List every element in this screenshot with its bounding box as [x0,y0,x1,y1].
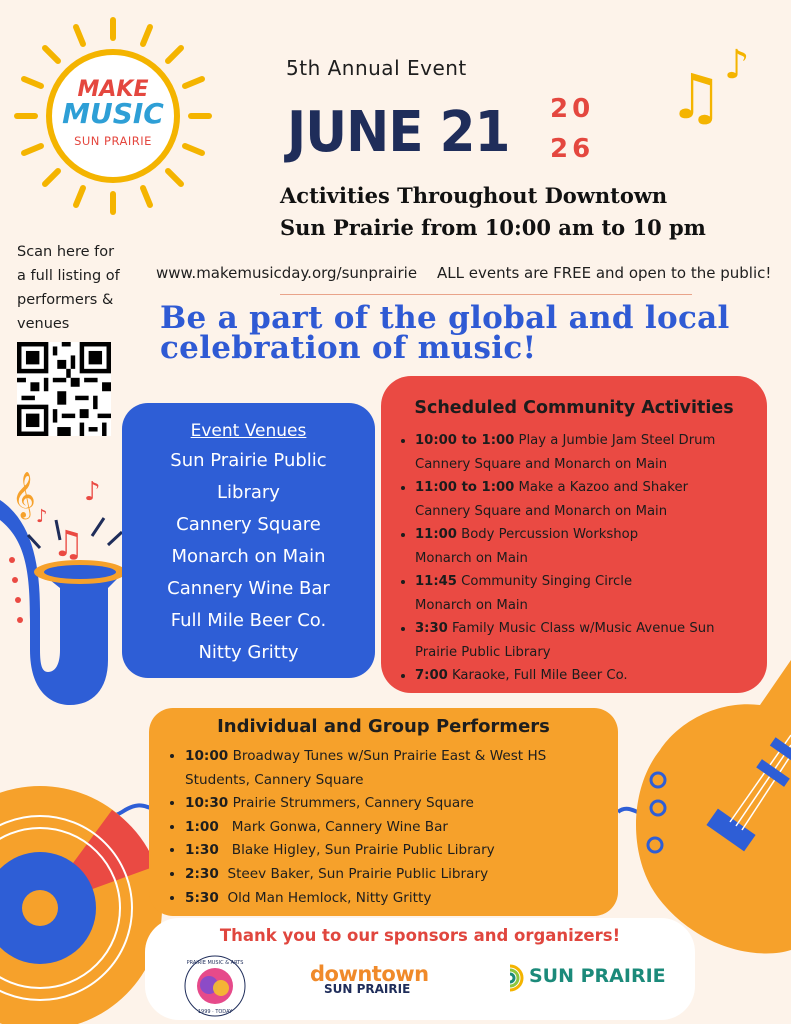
downtown-sub: SUN PRAIRIE [324,982,411,996]
event-date: JUNE 21 [287,100,510,165]
sponsors-thanks: Thank you to our sponsors and organizers! [219,926,621,945]
list-item [185,816,635,840]
music-notes-right-icon [668,42,750,133]
activity-text: Community Singing Circle [456,574,633,589]
tagline-line-1: Be a part of the global and local [160,300,730,336]
website-link[interactable]: www.makemusicday.org/sunprairie [156,264,418,282]
activities-line-1: Activities Throughout Downtown [280,183,668,208]
activity-text: Family Music Class w/Music Avenue Sun [447,621,715,636]
performers-panel [149,708,618,916]
scan-line: a full listing of [17,268,120,284]
pma-year-text: 1999 · TODAY [197,1009,233,1015]
make-music-logo [48,77,178,148]
activity-time: 3:30 [415,621,448,636]
svg-text:𝄞: 𝄞 [12,472,36,518]
activities-headline [280,180,706,244]
list-item [185,745,635,792]
performers-title: Individual and Group Performers [217,716,550,737]
venue-item: Sun Prairie Public [170,450,327,471]
year-top: 20 [550,94,595,124]
performer-text: Broadway Tunes w/Sun Prairie East & West HS [228,748,547,764]
svg-text:♪: ♪ [724,42,750,88]
activity-time: 11:00 [415,527,457,542]
list-item [415,570,775,617]
svg-text:♫: ♫ [668,60,724,133]
downtown-sun-prairie-logo[interactable] [310,962,429,996]
pma-ring-text: PRAIRIE MUSIC & ARTS [186,960,244,966]
venue-item: Cannery Square [176,514,321,535]
list-item [185,792,635,816]
list-item [185,839,635,863]
downtown-word: downtown [310,962,429,986]
venue-item: Library [217,482,280,503]
activity-time: 10:00 to 1:00 [415,433,515,448]
activity-time: 11:00 to 1:00 [415,480,515,495]
free-events-note: ALL events are FREE and open to the public! [437,264,772,282]
prairie-music-arts-logo[interactable] [184,955,246,1017]
qr-code[interactable] [17,342,111,436]
activity-time: 11:45 [415,574,457,589]
logo-music-text: MUSIC [62,97,164,130]
activities-line-2: Sun Prairie from 10:00 am to 10 pm [280,215,706,240]
activity-time: 7:00 [415,668,448,683]
tagline-line-2: celebration of music! [160,330,537,366]
list-item [415,664,775,688]
scheduled-activities-panel [381,376,767,693]
venue-item: Nitty Gritty [198,642,299,663]
performer-text: Steev Baker, Sun Prairie Public Library [218,865,489,882]
performer-text: Old Man Hemlock, Nitty Gritty [218,889,432,906]
list-item [415,617,775,664]
logo-sunprairie-text: SUN PRAIRIE [74,134,152,148]
activity-text: Body Percussion Workshop [456,527,639,542]
performer-time: 10:30 [185,795,229,812]
performers-list [163,745,635,910]
activity-location: Monarch on Main [415,597,528,613]
activity-text: Play a Jumbie Jam Steel Drum [514,433,716,448]
scan-line: performers & [17,292,114,308]
divider [280,294,692,295]
year-bottom: 26 [550,134,595,164]
annual-event-label: 5th Annual Event [286,56,467,80]
event-venues-panel [122,403,375,678]
city-name: SUN PRAIRIE [529,965,666,987]
logo-make-text: MAKE [77,77,149,102]
scan-line: venues [17,316,70,332]
performer-text: Blake Higley, Sun Prairie Public Library [218,842,495,859]
vinyl-record-icon [0,786,162,1024]
performer-text: Prairie Strummers, Cannery Square [228,795,474,812]
activity-text: Karaoke, Full Mile Beer Co. [447,668,628,683]
performer-time: 2:30 [185,865,219,882]
activities-list [397,429,775,688]
scan-instructions [17,240,137,336]
scan-line: Scan here for [17,244,115,260]
performer-time: 1:00 [185,818,219,835]
list-item [415,523,775,570]
venue-item: Monarch on Main [171,546,326,567]
list-item [185,887,635,911]
activities-title: Scheduled Community Activities [414,398,734,418]
activity-location: Cannery Square and Monarch on Main [415,456,668,472]
svg-text:♪: ♪ [84,477,101,507]
city-sun-icon [495,963,525,993]
svg-text:♪: ♪ [36,506,48,527]
list-item [415,476,775,523]
performer-time: 1:30 [185,842,219,859]
svg-text:♫: ♫ [52,524,85,565]
guitar-icon [636,660,791,953]
city-sun-prairie-logo[interactable] [495,963,675,993]
activity-location: Prairie Public Library [415,644,551,660]
tagline [160,300,730,366]
performer-time: 5:30 [185,889,219,906]
activity-text: Make a Kazoo and Shaker [514,480,688,495]
list-item [185,863,635,887]
activity-location: Cannery Square and Monarch on Main [415,503,668,519]
performer-text: Mark Gonwa, Cannery Wine Bar [218,818,449,835]
activity-location: Monarch on Main [415,550,528,566]
performer-time: 10:00 [185,748,229,764]
venue-item: Full Mile Beer Co. [170,610,327,631]
venue-item: Cannery Wine Bar [167,578,330,599]
list-item [415,429,775,476]
venues-title: Event Venues [190,421,307,441]
performer-location: Students, Cannery Square [185,771,364,788]
